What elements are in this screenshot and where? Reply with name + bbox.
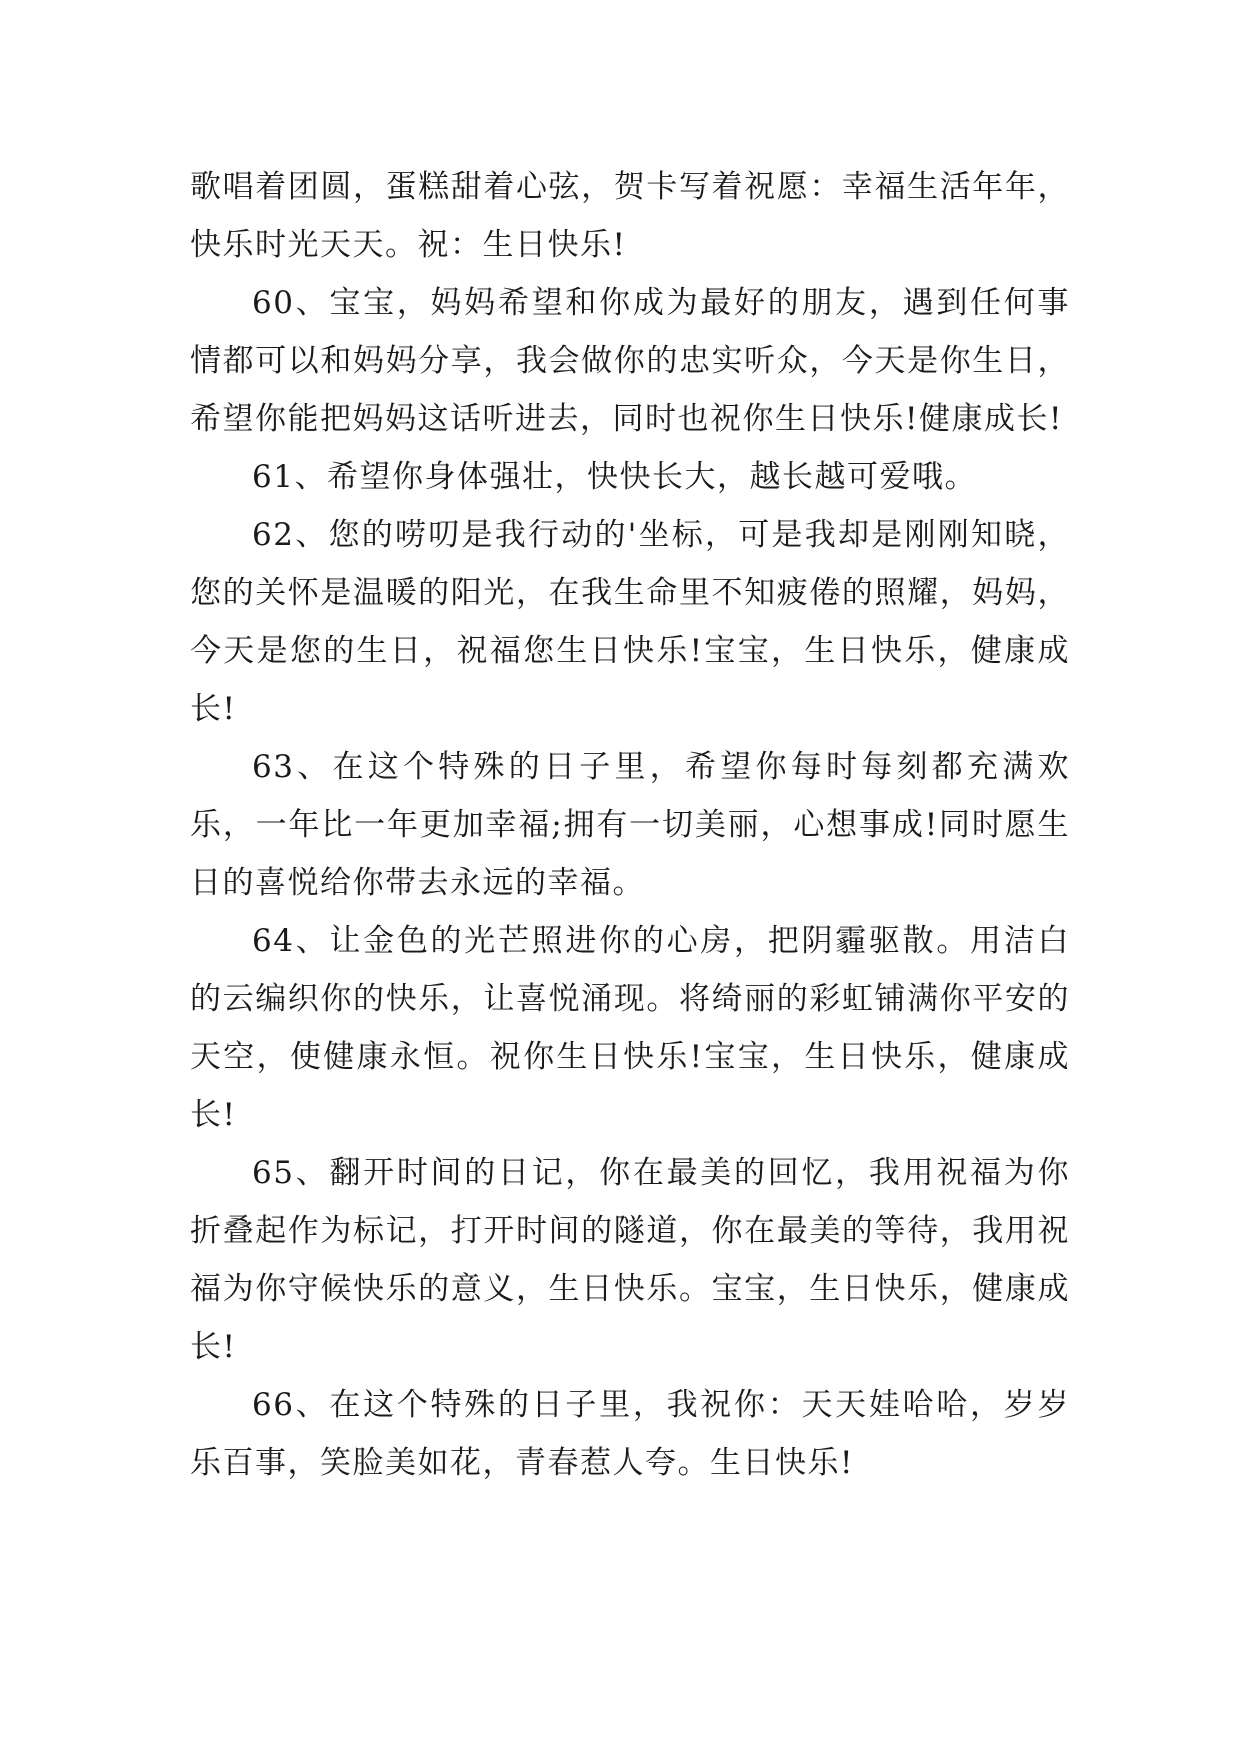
paragraph-61: 61、希望你身体强壮，快快长大，越长越可爱哦。 xyxy=(252,459,977,495)
paragraph-64: 64、让金色的光芒照进你的心房，把阴霾驱散。用洁白的云编织你的快乐，让喜悦涌现。将绮丽的彩虹铺满你平安的天空，使健康永恒。祝你生日快乐!宝宝，生日快乐，健康成长! xyxy=(190,923,1070,1133)
paragraph-63: 63、在这个特殊的日子里，希望你每时每刻都充满欢乐，一年比一年更加幸福;拥有一切美丽，心想事成!同时愿生日的喜悦给你带去永远的幸福。 xyxy=(190,749,1070,901)
document-body xyxy=(190,158,1070,1492)
paragraph-60: 60、宝宝，妈妈希望和你成为最好的朋友，遇到任何事情都可以和妈妈分享，我会做你的忠实听众，今天是你生日，希望你能把妈妈这话听进去，同时也祝你生日快乐!健康成长! xyxy=(190,285,1070,437)
paragraph-66: 66、在这个特殊的日子里，我祝你：天天娃哈哈，岁岁乐百事，笑脸美如花，青春惹人夸。生日快乐! xyxy=(190,1387,1070,1481)
paragraph-62: 62、您的唠叨是我行动的'坐标，可是我却是刚刚知晓，您的关怀是温暖的阳光，在我生命里不知疲倦的照耀，妈妈，今天是您的生日，祝福您生日快乐!宝宝，生日快乐，健康成长! xyxy=(190,517,1070,727)
paragraph-intro: 歌唱着团圆，蛋糕甜着心弦，贺卡写着祝愿：幸福生活年年，快乐时光天天。祝：生日快乐! xyxy=(190,169,1070,263)
paragraph-65: 65、翻开时间的日记，你在最美的回忆，我用祝福为你折叠起作为标记，打开时间的隧道，你在最美的等待，我用祝福为你守候快乐的意义，生日快乐。宝宝，生日快乐，健康成长! xyxy=(190,1155,1070,1365)
